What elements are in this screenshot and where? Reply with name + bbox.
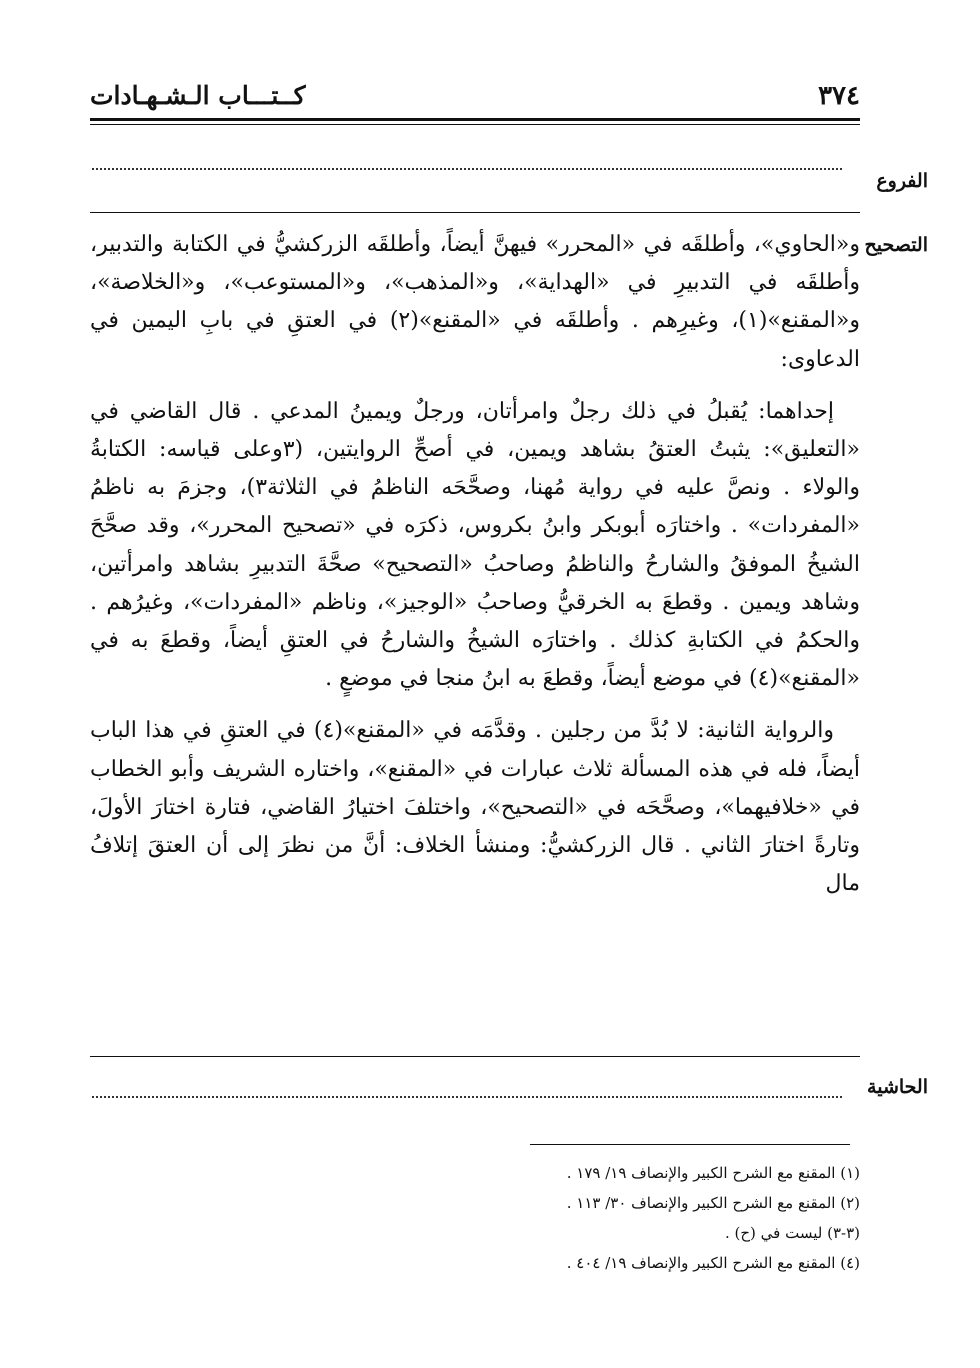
page-number: ٣٧٤: [818, 81, 860, 111]
hashiya-dotted-line: [92, 1096, 842, 1098]
paragraph-1: و«الحاوي»، وأطلقَه في «المحرر» فيهنَّ أيضاً، وأطلقَه الزركشيُّ في الكتابة والتدبير، وأطلقَه في التدبيرِ في «الهداية»، و«المذهب»، و«المستوعب»، و«الخلاصة»، و«المقنع»(١)، وغيرِهم . وأطلقَه في «المقنع»(٢) في العتقِ في بابِ اليمين في الدعاوى:: [90, 232, 860, 372]
tashih-body: [90, 226, 860, 1046]
footnote-rule: [530, 1144, 850, 1145]
header-rule-thin: [90, 124, 860, 125]
section-label-tashih: التصحيح: [864, 234, 928, 256]
footnote-1: (١) المقنع مع الشرح الكبير والإنصاف ١٩/ ١٧٩ .: [566, 1164, 860, 1182]
furoo-dotted-line: [92, 168, 842, 170]
footnote-3: (٣-٣) ليست في (ح) .: [724, 1224, 860, 1242]
paragraph-2: إحداهما: يُقبلُ في ذلك رجلٌ وامرأتان، ورجلٌ ويمينُ المدعي . قال القاضي في «التعليق»: يثبتُ العتقُ بشاهد ويمين، في أصحِّ الروايتين، (٣وعلى قياسه: الكتابةُ والولاء . ونصَّ عليه في رواية مُهنا، وصحَّحَه الناظمُ في الثلاثة٣)، وجزمَ به ناظمُ «المفردات» . واختارَه أبوبكر وابنُ بكروس، ذكرَه في «تصحيح المحرر»، وقد صحَّحَ الشيخُ الموفقُ والشارحُ والناظمُ وصاحبُ «التصحيح» صحَّةَ التدبيرِ بشاهد وامرأتين، وشاهد ويمين . وقطعَ به الخرقيُّ وصاحبُ «الوجيز»، وناظم «المفردات»، وغيرُهم . والحكمُ في الكتابةِ كذلك . واختارَه الشيخُ والشارحُ في العتقِ أيضاً، وقطعَ به في «المقنع»(٤) في موضع أيضاً، وقطعَ به ابنُ منجا في موضعٍ .: [90, 398, 861, 692]
footnotes: [480, 1158, 860, 1278]
paragraph-3: والرواية الثانية: لا بُدَّ من رجلين . وقدَّمَه في «المقنع»(٤) في العتقِ في هذا الباب أيضاً، فله في هذه المسألة ثلاث عبارات في «المقنع»، واختاره الشريف وأبو الخطاب في «خلافيهما»، وصحَّحَه في «التصحيح»، واختلفَ اختيارُ القاضي، فتارة اختارَ الأولَ، وتارةً اختارَ الثاني . قال الزركشيُّ: ومنشأ الخلاف: أنَّ من نظرَ إلى أن العتقَ إتلافُ مال: [90, 718, 860, 897]
furoo-divider: [90, 212, 860, 213]
tashih-divider: [90, 1056, 860, 1057]
header-rule-thick: [90, 118, 860, 121]
section-label-furoo: الفروع: [876, 170, 928, 192]
page-header: [90, 78, 860, 118]
section-label-hashiya: الحاشية: [867, 1076, 928, 1098]
running-title: كــتـــاب الـشـهـادات: [90, 81, 306, 110]
footnote-2: (٢) المقنع مع الشرح الكبير والإنصاف ٣٠/ ١١٣ .: [566, 1194, 860, 1212]
footnote-4: (٤) المقنع مع الشرح الكبير والإنصاف ١٩/ ٤٠٤ .: [566, 1254, 860, 1272]
